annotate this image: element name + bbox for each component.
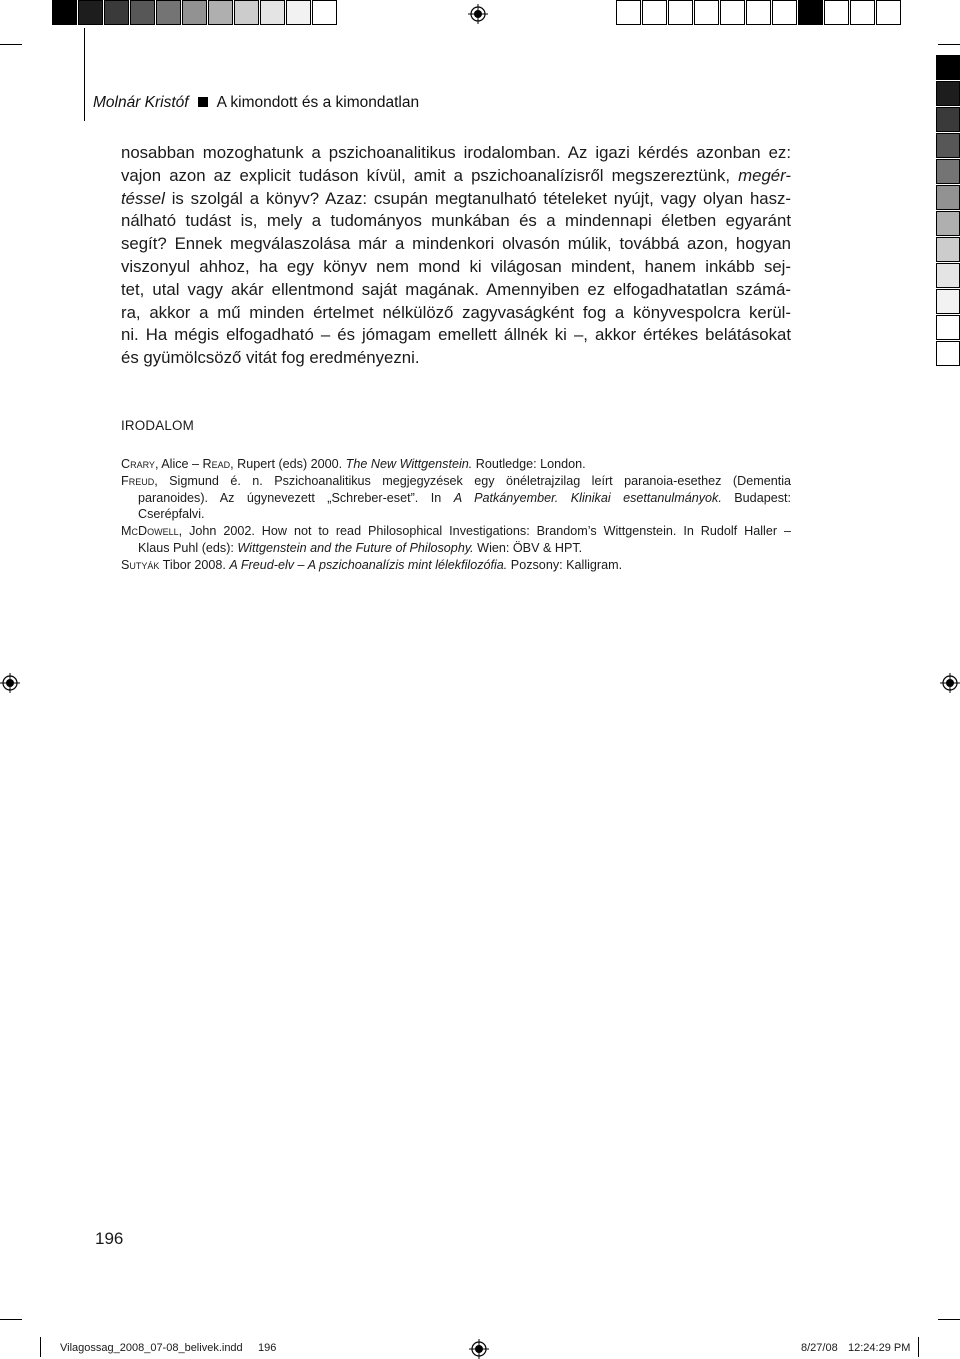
bibliography-line xyxy=(121,540,791,557)
color-swatch xyxy=(130,0,155,25)
bibliography-line: Cserépfalvi. xyxy=(138,507,205,522)
color-bar-vertical xyxy=(936,55,960,367)
body-line xyxy=(121,165,791,188)
entry-text: , John 2002. How not to read Philosophical Investigations: Brandom’s Wittgenstein. In Rudolf Haller – xyxy=(178,524,791,539)
registration-mark-bottom-icon xyxy=(469,1339,489,1359)
bibliography-list xyxy=(121,456,791,574)
bibliography-entry-sutyak xyxy=(121,557,791,574)
color-swatch xyxy=(876,0,901,25)
bibliography-entry-mcdowell xyxy=(121,523,791,557)
body-text-run: is szolgál a könyv? Azaz: csupán megtanulható tételeket nyújt, vagy olyan hasz- xyxy=(164,188,791,208)
color-swatch xyxy=(936,289,960,314)
entry-text: , Sigmund é. n. Pszichoanalitikus megjegyzések egy önéletrajzilag leírt paranoia-esethez (Dementia xyxy=(154,473,791,488)
bibliography-line xyxy=(121,490,791,507)
bibliography-line xyxy=(121,557,791,574)
slug-filename: Vilagossag_2008_07-08_belivek.indd xyxy=(60,1342,243,1354)
entry-text: Wien: ÖBV & HPT. xyxy=(473,540,583,555)
color-swatch xyxy=(642,0,667,25)
crop-mark xyxy=(918,1337,919,1357)
entry-text: Budapest: xyxy=(721,490,791,505)
color-swatch xyxy=(616,0,641,25)
color-bar-right xyxy=(616,0,902,27)
entry-text: Routledge: London. xyxy=(472,457,586,471)
color-swatch xyxy=(936,263,960,288)
color-swatch xyxy=(936,237,960,262)
body-line: és gyümölcsöző vitát fog eredményezni. xyxy=(121,348,420,368)
color-swatch xyxy=(746,0,771,25)
color-swatch xyxy=(936,55,960,80)
color-swatch xyxy=(286,0,311,25)
color-swatch xyxy=(208,0,233,25)
bibliography-line xyxy=(121,473,791,490)
crop-mark xyxy=(938,44,960,45)
running-head-title: A kimondott és a kimondatlan xyxy=(216,94,420,111)
body-line: tet, utal vagy akár ellentmond saját magának. Amennyiben ez elfogadhatatlan számá- xyxy=(121,279,791,299)
color-swatch xyxy=(694,0,719,25)
bibliography-title: IRODALOM xyxy=(121,418,195,433)
color-swatch xyxy=(798,0,823,25)
entry-text: Klaus Puhl (eds): xyxy=(138,540,238,555)
square-bullet-icon xyxy=(198,97,208,107)
bibliography-entry-freud xyxy=(121,473,791,523)
slug-date: 8/27/08 xyxy=(801,1342,838,1354)
color-swatch xyxy=(936,107,960,132)
color-swatch xyxy=(234,0,259,25)
color-swatch xyxy=(720,0,745,25)
page-number: 196 xyxy=(95,1229,124,1248)
color-swatch xyxy=(772,0,797,25)
bibliography-line xyxy=(121,523,791,540)
body-text-run: vajon azon az explicit tudáson kívül, amit a pszichoanalízisről megszereztünk, xyxy=(121,165,739,185)
running-head-author: Molnár Kristóf xyxy=(93,94,189,111)
color-swatch xyxy=(936,81,960,106)
entry-text: Tibor 2008. xyxy=(159,557,230,572)
slug-page: 196 xyxy=(258,1342,277,1354)
entry-text: , Alice – xyxy=(154,457,203,471)
bibliography-entry-crary xyxy=(121,456,791,473)
color-swatch xyxy=(668,0,693,25)
color-swatch xyxy=(850,0,875,25)
body-line: nosabban mozoghatunk a pszichoanalitikus irodalomban. Az igazi kérdés azonban ez: xyxy=(121,143,791,162)
book-title: The New Wittgenstein. xyxy=(345,457,473,471)
color-swatch xyxy=(824,0,849,25)
entry-text: , Rupert (eds) 2000. xyxy=(230,457,346,471)
crop-mark xyxy=(0,44,22,45)
registration-mark-top-icon xyxy=(468,4,488,24)
color-swatch xyxy=(936,159,960,184)
color-swatch xyxy=(52,0,77,25)
color-swatch xyxy=(936,133,960,158)
color-swatch xyxy=(104,0,129,25)
entry-text: paranoides). Az úgynevezett „Schreber-eset”. In xyxy=(138,490,454,505)
color-bar-left xyxy=(52,0,338,27)
author-name: Crary xyxy=(121,457,155,471)
body-line: ra, akkor a mű minden értelmet nélkülöző zagyvaságként fog a könyvespolcra kerül- xyxy=(121,302,791,322)
book-title: A Freud-elv – A pszichoanalízis mint lélekfilozófia. xyxy=(229,557,508,572)
body-line xyxy=(121,188,791,211)
body-line: nálható tudást is, mely a tudományos munkában és a mindennapi életben egyaránt xyxy=(121,211,791,231)
color-swatch xyxy=(260,0,285,25)
slug-time: 12:24:29 PM xyxy=(848,1342,911,1354)
entry-text: Pozsony: Kalligram. xyxy=(507,557,623,572)
body-emphasis: megér- xyxy=(738,165,791,185)
color-swatch xyxy=(156,0,181,25)
bibliography-line xyxy=(121,456,791,473)
body-emphasis: téssel xyxy=(121,188,165,208)
author-name: McDowell xyxy=(121,524,179,539)
color-swatch xyxy=(78,0,103,25)
author-name: Sutyák xyxy=(121,557,160,572)
color-swatch xyxy=(936,315,960,340)
color-swatch xyxy=(182,0,207,25)
body-line: segít? Ennek megválaszolása már a mindenkori olvasón múlik, továbbá azon, hogyan xyxy=(121,234,791,254)
crop-mark xyxy=(40,1337,41,1357)
author-name: Freud xyxy=(121,473,155,488)
color-swatch xyxy=(936,211,960,236)
author-name: Read xyxy=(202,457,231,471)
body-paragraph xyxy=(121,142,791,370)
crop-mark xyxy=(938,1319,960,1320)
color-swatch xyxy=(936,341,960,366)
running-head xyxy=(93,94,419,112)
color-swatch xyxy=(312,0,337,25)
body-line: ni. Ha mégis elfogadható – és jómagam emellett állnék ki –, akkor értékes belátásokat xyxy=(121,325,791,345)
color-swatch xyxy=(936,185,960,210)
crop-mark xyxy=(0,1319,22,1320)
margin-rule xyxy=(84,28,85,121)
registration-mark-right-icon xyxy=(940,673,960,693)
book-title: Wittgenstein and the Future of Philosophy. xyxy=(237,540,474,555)
body-line: viszonyul ahhoz, ha egy könyv nem mond ki világosan mindent, hanem inkább sej- xyxy=(121,256,791,276)
book-title: A Patkányember. Klinikai esettanulmányok. xyxy=(453,490,722,505)
registration-mark-left-icon xyxy=(0,673,20,693)
